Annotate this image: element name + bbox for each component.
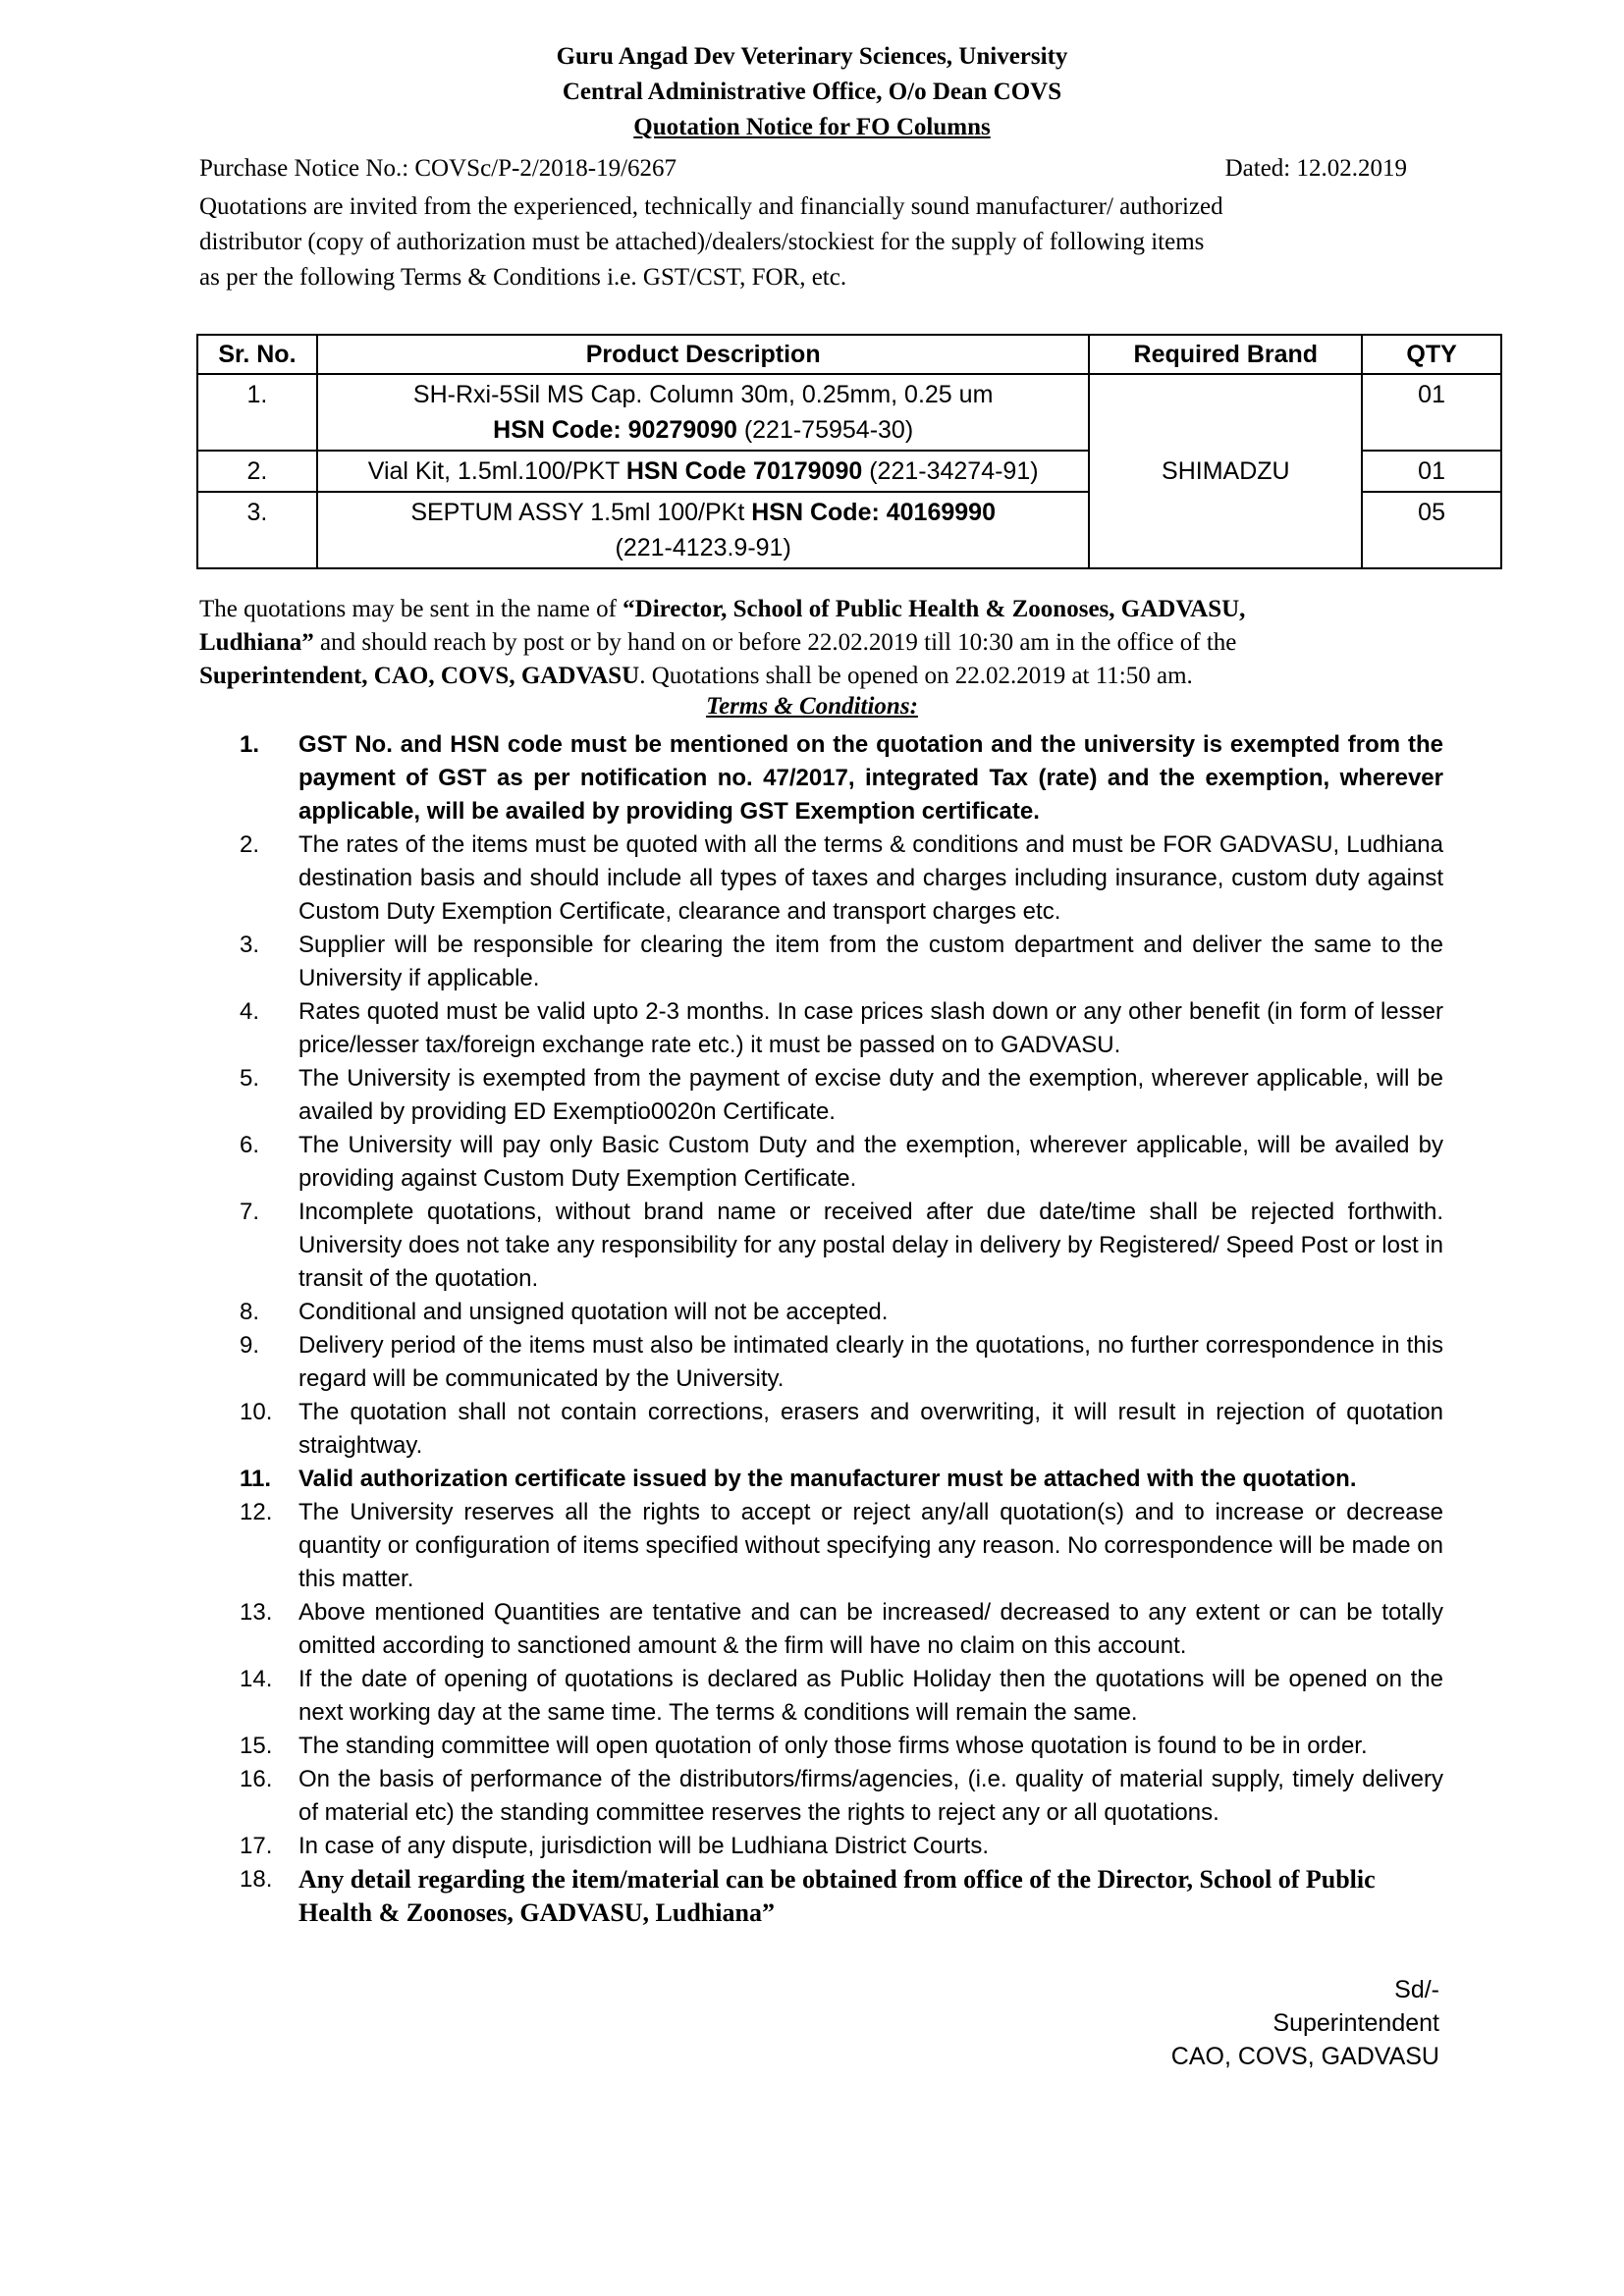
notice-meta <box>199 155 1407 183</box>
term-number: 16. <box>240 1766 273 1792</box>
term-item <box>240 1763 1443 1830</box>
term-text: GST No. and HSN code must be mentioned on the quotation and the university is exempted from the payment of GST as per notification no. 47/2017, integrated Tax (rate) and the exemption, wherever applicable, will be availed by providing GST Exemption certificate. <box>298 731 1443 825</box>
term-item <box>240 1396 1443 1463</box>
terms-heading: Terms & Conditions: <box>706 693 918 720</box>
product-code-line <box>324 412 1083 448</box>
term-text: If the date of opening of quotations is declared as Public Holiday then the quotations will be opened on the next working day at the same time. The terms & conditions will remain the same. <box>298 1666 1443 1726</box>
addressee-city: Ludhiana” <box>199 629 314 656</box>
term-number: 11. <box>240 1466 272 1492</box>
term-text: Supplier will be responsible for clearing the item from the custom department and deliver the same to the University if applicable. <box>298 932 1443 991</box>
product-name: SEPTUM ASSY 1.5ml 100/PKt <box>410 499 752 526</box>
term-item <box>240 1863 1443 1930</box>
sr-no-cell: 2. <box>197 451 317 492</box>
qty-cell: 01 <box>1362 374 1501 451</box>
term-item <box>240 1463 1443 1496</box>
term-text: Rates quoted must be valid upto 2-3 months. In case prices slash down or any other benefit (in form of lesser price/lesser tax/foreign exchange rate etc.) it must be passed on to GADVASU. <box>298 998 1443 1058</box>
intro-line: as per the following Terms & Conditions i.e. GST/CST, FOR, etc. <box>199 264 847 291</box>
table-row <box>197 374 1501 451</box>
office-name: Central Administrative Office, O/o Dean COVS <box>562 79 1062 105</box>
para-line <box>199 593 1446 626</box>
product-name-line <box>324 495 1083 530</box>
product-description-cell <box>317 374 1090 451</box>
qty-cell: 01 <box>1362 451 1501 492</box>
hsn-code: HSN Code: 90279090 <box>493 416 737 444</box>
term-number: 4. <box>240 998 260 1025</box>
term-text: In case of any dispute, jurisdiction will be Ludhiana District Courts. <box>298 1833 990 1859</box>
term-item <box>240 1329 1443 1396</box>
term-text: The quotation shall not contain corrections, erasers and overwriting, it will result in rejection of quotation straightway. <box>298 1399 1443 1459</box>
intro-line: distributor (copy of authorization must be attached)/dealers/stockiest for the supply of following items <box>199 229 1205 255</box>
term-number: 13. <box>240 1599 273 1626</box>
term-text: Incomplete quotations, without brand name or received after due date/time shall be rejected forthwith. University does not take any responsibility for any postal delay in delivery by Registered/ Speed Post or lost in transit of the quotation. <box>298 1199 1443 1292</box>
intro-paragraph <box>199 189 1427 295</box>
hsn-code: HSN Code: 40169990 <box>751 499 996 526</box>
term-text: Valid authorization certificate issued by the manufacturer must be attached with the quotation. <box>298 1466 1357 1492</box>
term-number: 14. <box>240 1666 273 1692</box>
university-name: Guru Angad Dev Veterinary Sciences, University <box>556 43 1068 70</box>
addressee: “Director, School of Public Health & Zoonoses, GADVASU, <box>623 596 1246 622</box>
term-number: 10. <box>240 1399 273 1425</box>
submission-paragraph <box>199 593 1446 693</box>
col-header-product-description: Product Description <box>317 335 1090 374</box>
hsn-code: HSN Code 70179090 <box>625 457 863 485</box>
term-item <box>240 1830 1443 1863</box>
term-text: Any detail regarding the item/material can be obtained from office of the Director, School of Public Health & Zoonoses, GADVASU, Ludhiana” <box>298 1865 1376 1927</box>
para-line <box>199 626 1446 660</box>
col-header-qty: QTY <box>1362 335 1501 374</box>
sr-no-cell: 3. <box>197 492 317 568</box>
term-number: 17. <box>240 1833 273 1859</box>
term-item <box>240 1062 1443 1129</box>
part-number: (221-75954-30) <box>736 416 914 444</box>
para-text: The quotations may be sent in the name of <box>199 596 623 622</box>
term-item <box>240 1196 1443 1296</box>
term-item <box>240 995 1443 1062</box>
term-text: Above mentioned Quantities are tentative and can be increased/ decreased to any extent or can be totally omitted according to sanctioned amount & the firm will have no claim on this account. <box>298 1599 1443 1659</box>
term-item <box>240 929 1443 995</box>
col-header-sr-no: Sr. No. <box>197 335 317 374</box>
term-text: On the basis of performance of the distributors/firms/agencies, (i.e. quality of material supply, timely delivery of material etc) the standing committee reserves the rights to reject any or all quotations. <box>298 1766 1443 1826</box>
term-item <box>240 728 1443 828</box>
term-item <box>240 1663 1443 1730</box>
term-number: 5. <box>240 1065 260 1092</box>
term-number: 18. <box>240 1866 273 1893</box>
terms-list <box>240 728 1443 1930</box>
product-description-cell <box>317 492 1090 568</box>
para-text: and should reach by post or by hand on or before 22.02.2019 till 10:30 am in the office of the <box>313 629 1237 656</box>
purchase-notice-number: Purchase Notice No.: COVSc/P-2/2018-19/6267 <box>199 155 677 182</box>
product-name: SH-Rxi-5Sil MS Cap. Column 30m, 0.25mm, 0.25 um <box>412 381 994 408</box>
term-text: Conditional and unsigned quotation will not be accepted. <box>298 1299 889 1325</box>
term-item <box>240 1496 1443 1596</box>
table-header-row <box>197 335 1501 374</box>
part-number: (221-4123.9-91) <box>615 534 791 561</box>
required-brand-cell: SHIMADZU <box>1089 374 1362 568</box>
term-text: The University is exempted from the payment of excise duty and the exemption, wherever applicable, will be availed by providing ED Exemptio0020n Certificate. <box>298 1065 1443 1125</box>
term-text: The University reserves all the rights to accept or reject any/all quotation(s) and to increase or decrease quantity or configuration of items specified without specifying any reason. No correspondence will be made on this matter. <box>298 1499 1443 1592</box>
intro-line: Quotations are invited from the experienced, technically and financially sound manufacturer/ authorized <box>199 193 1223 220</box>
term-item <box>240 1129 1443 1196</box>
term-number: 1. <box>240 731 260 758</box>
term-number: 2. <box>240 831 260 858</box>
term-text: The rates of the items must be quoted with all the terms & conditions and must be FOR GADVASU, Ludhiana destination basis and should include all types of taxes and charges including insurance, custom duty against Custom Duty Exemption Certificate, clearance and transport charges etc. <box>298 831 1443 925</box>
part-number: (221-34274-91) <box>862 457 1039 485</box>
qty-cell: 05 <box>1362 492 1501 568</box>
term-number: 9. <box>240 1332 260 1359</box>
term-text: Delivery period of the items must also be intimated clearly in the quotations, no further correspondence in this regard will be communicated by the University. <box>298 1332 1443 1392</box>
para-text: . Quotations shall be opened on 22.02.2019 at 11:50 am. <box>639 663 1193 689</box>
items-table <box>196 334 1502 569</box>
term-number: 7. <box>240 1199 260 1225</box>
term-text: The University will pay only Basic Custom Duty and the exemption, wherever applicable, will be availed by providing against Custom Duty Exemption Certificate. <box>298 1132 1443 1192</box>
term-item <box>240 1596 1443 1663</box>
notice-title: Quotation Notice for FO Columns <box>633 114 991 140</box>
term-item <box>240 1296 1443 1329</box>
term-item <box>240 828 1443 929</box>
term-number: 6. <box>240 1132 260 1158</box>
term-number: 3. <box>240 932 260 958</box>
receiving-office: Superintendent, CAO, COVS, GADVASU <box>199 663 640 689</box>
term-item <box>240 1730 1443 1763</box>
para-line <box>199 660 1446 693</box>
col-header-required-brand: Required Brand <box>1089 335 1362 374</box>
signatory-title: Superintendent <box>1272 2009 1439 2037</box>
signature-sd: Sd/- <box>1394 1976 1439 2003</box>
term-number: 15. <box>240 1733 273 1759</box>
term-text: The standing committee will open quotation of only those firms whose quotation is found to be in order. <box>298 1733 1368 1759</box>
sr-no-cell: 1. <box>197 374 317 451</box>
signatory-office: CAO, COVS, GADVASU <box>1170 2043 1439 2070</box>
notice-date: Dated: 12.02.2019 <box>1224 155 1407 182</box>
term-number: 8. <box>240 1299 260 1325</box>
term-number: 12. <box>240 1499 273 1525</box>
product-name: Vial Kit, 1.5ml.100/PKT <box>367 457 626 485</box>
signature-block <box>1171 1973 1439 2073</box>
product-description-cell <box>317 451 1090 492</box>
